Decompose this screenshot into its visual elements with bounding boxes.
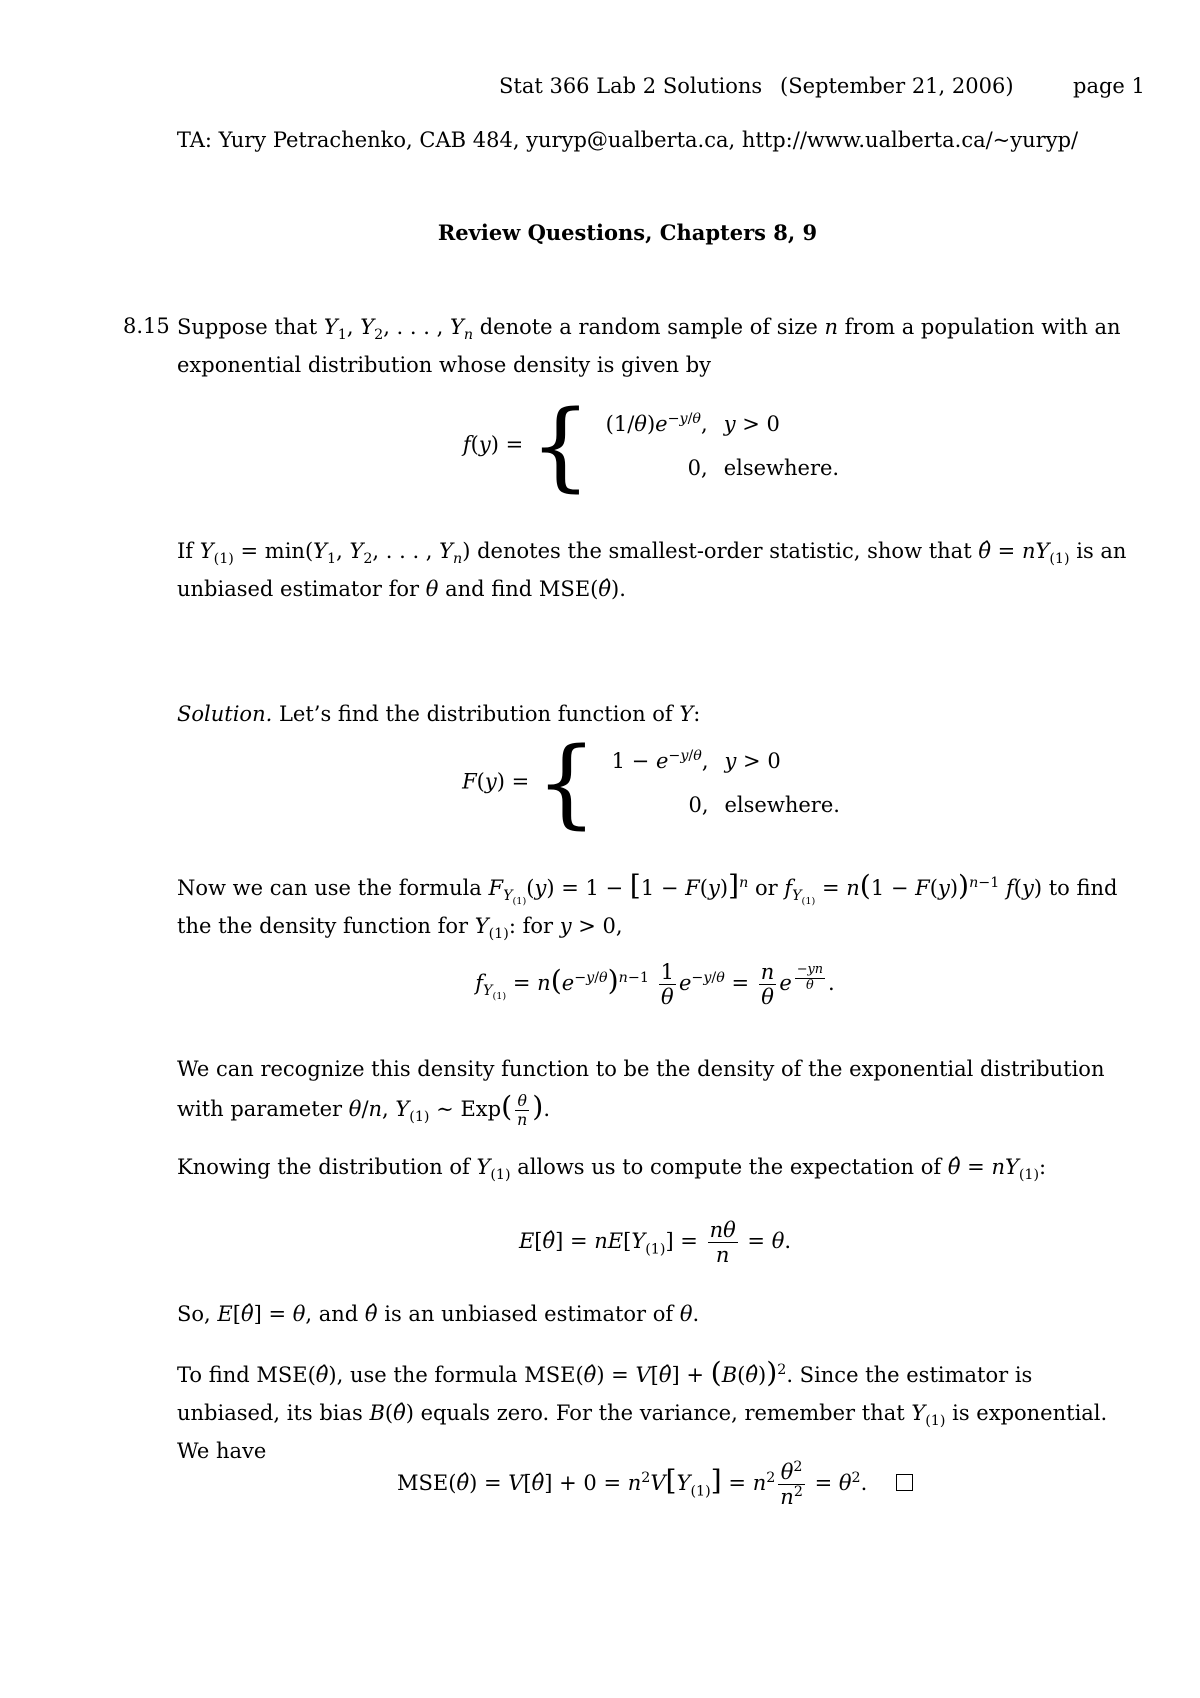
cdf-cases <box>604 739 848 827</box>
mse-formula: MSE(θ̂) = V[θ̂] + $0 = n^2V[Y_{(1)}] = n^2$ $\frac{\theta^2}{n^2}$ = $\theta^2$. <box>55 1460 1200 1509</box>
density-case-2-value: 0, <box>687 456 708 480</box>
order-stat-density-formula: $f_{Y_{(1)}} = n(e^{-y/\theta})^{n-1}$ $\frac{1}{\theta}$ $e^{-y/\theta}$ = $\frac{n}{\theta}$ e $^{\frac{-yn}{\theta}}$ . <box>475 960 835 1010</box>
density-case-2-condition: elsewhere. <box>723 456 840 480</box>
cdf-case-1-value: $1 - e^{-y/\theta}$, <box>611 748 709 773</box>
section-title: Review Questions, Chapters 8, 9 <box>437 220 818 245</box>
cdf-case-2-condition: elsewhere. <box>724 793 840 817</box>
problem-question: If $Y_{(1)} = \min(Y_1$, $Y_2$, . . . , $Y_n$) denotes the smallest-order statistic, show that θ̂ = $nY_{(1)}$ is an unbiased estimator for θ and find MSE(θ̂). <box>177 539 1127 601</box>
density-case-1-value: $(1/\theta)e^{-y/\theta}$, <box>605 411 708 436</box>
formula-paragraph: Now we can use the formula $F_{Y_{(1)}}(y) = 1 - [1 - F(y)]^n$ or $f_{Y_{(1)}} = n(1 - F(y))^{n-1}$ f(y) to find the the density function for $Y_{(1)}$: for y > 0, <box>177 869 1118 943</box>
ta-line: TA: Yury Petrachenko, CAB 484, yuryp@ualberta.ca, http://www.ualberta.ca/~yuryp/ <box>176 128 1079 152</box>
cdf-formula: F(y) = { $1 - e^{-y/\theta}$, y > 0 0, elsewhere. <box>55 735 1200 831</box>
density-case-1-condition: y > 0 <box>723 412 780 436</box>
cdf-case-1-condition: y > 0 <box>724 749 781 773</box>
solution-label: Solution. <box>177 702 273 726</box>
header-date: (September 21, 2006) <box>780 74 1014 98</box>
cdf-case-2-value: 0, <box>688 793 709 817</box>
solution-intro: Solution. Let’s find the distribution function of Y: <box>177 702 701 726</box>
density-formula: f(y) = { $(1/\theta)e^{-y/\theta}$, y > 0 0, elsewhere. <box>55 398 1200 494</box>
expectation-formula: E[θ̂] = $nE[Y_{(1)}]$ = $\frac{n\theta}{n}$ = θ. <box>518 1218 792 1268</box>
unbiased-conclusion: So, E[θ̂] = θ, and θ̂ is an unbiased estimator of θ. <box>177 1302 700 1326</box>
recognize-paragraph: We can recognize this density function to be the density of the exponential distribution with parameter θ/n, $Y_{(1)}$ ∼ Exp( $\frac{\theta}{n}$ ). <box>177 1057 1105 1129</box>
density-cases <box>598 402 847 490</box>
problem-number: 8.15 <box>123 314 170 338</box>
problem-statement: Suppose that $Y_1$, $Y_2$, . . . , $Y_n$ denote a random sample of size n from a population with an exponential distribution whose density is given by <box>177 315 1121 377</box>
qed-square-icon <box>896 1474 913 1491</box>
header-course: Stat 366 Lab 2 Solutions <box>499 74 763 98</box>
header-page-number: page 1 <box>1073 74 1145 98</box>
mse-paragraph: To find MSE(θ̂), use the formula MSE(θ̂) = V[θ̂] + (B(θ̂))$^2$. Since the estimator is unbiased, its bias B(θ̂) equals zero. For the variance, remember that $Y_{(1)}$ is exponential. We have <box>177 1356 1108 1463</box>
expectation-paragraph: Knowing the distribution of $Y_{(1)}$ allows us to compute the expectation of θ̂ = $nY_{(1)}$: <box>177 1155 1047 1184</box>
